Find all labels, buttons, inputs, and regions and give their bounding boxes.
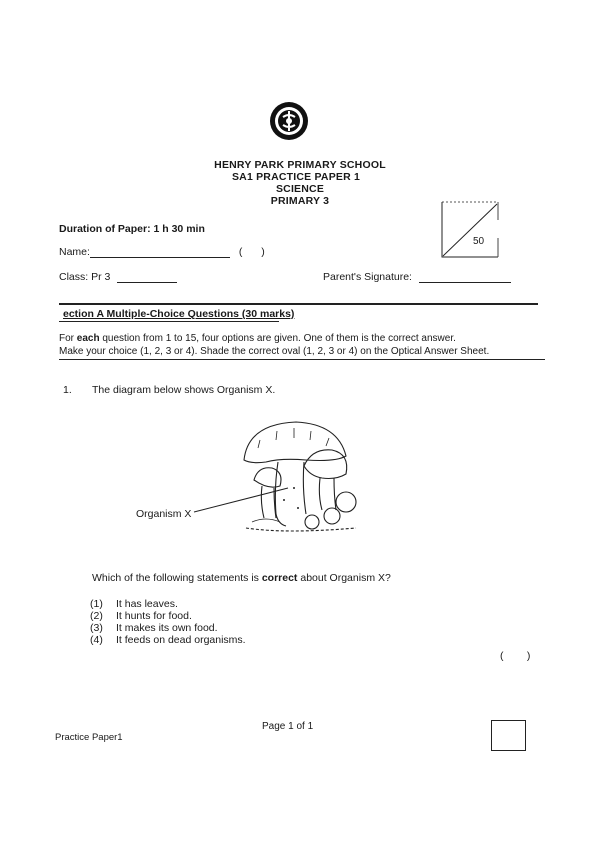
prompt-pre: Which of the following statements is <box>92 572 262 584</box>
instruction-1-bold: each <box>76 333 100 344</box>
option-2-text: It hunts for food. <box>116 610 192 622</box>
name-field[interactable] <box>90 246 230 258</box>
question-text: The diagram below shows Organism X. <box>92 384 276 396</box>
crest-icon <box>269 101 309 141</box>
option-1 <box>90 598 178 610</box>
instruction-rule <box>59 359 545 360</box>
mushroom-diagram <box>186 418 366 538</box>
instruction-1-post: question from 1 to 15, four options are given. One of them is the correct answer. <box>99 333 456 344</box>
option-1-number: (1) <box>90 598 103 610</box>
option-3 <box>90 622 218 634</box>
parent-signature-label: Parent's Signature: <box>323 271 412 283</box>
parent-row <box>323 271 511 283</box>
paper-name: Practice Paper1 <box>55 732 123 743</box>
level-title: PRIMARY 3 <box>270 195 330 207</box>
diagram-label: Organism X <box>136 508 192 520</box>
section-title: ection A Multiple-Choice Questions (30 marks) <box>63 308 295 320</box>
option-4-text: It feeds on dead organisms. <box>116 634 246 646</box>
instruction-1-pre: For <box>59 333 77 344</box>
name-label: Name: <box>59 246 90 258</box>
parent-signature-field[interactable] <box>419 271 511 283</box>
option-3-number: (3) <box>90 622 103 634</box>
instruction-line-1 <box>59 333 456 344</box>
page-number: Page 1 of 1 <box>262 721 314 732</box>
marks-box <box>441 200 499 258</box>
paper-title: SA1 PRACTICE PAPER 1 <box>231 171 361 183</box>
class-field[interactable] <box>117 271 177 283</box>
instruction-line-2: Make your choice (1, 2, 3 or 4). Shade the correct oval (1, 2, 3 or 4) on the Optical Answer Sheet. <box>59 346 490 357</box>
score-box <box>491 720 526 751</box>
section-divider <box>59 303 538 305</box>
school-crest <box>269 101 309 141</box>
duration-label: Duration of Paper: 1 h 30 min <box>59 223 205 235</box>
name-paren-open: ( <box>238 246 243 258</box>
subject-title: SCIENCE <box>275 183 325 195</box>
question-number: 1. <box>63 384 72 396</box>
class-row <box>59 271 177 283</box>
mushroom-icon <box>186 418 366 538</box>
name-row <box>59 246 265 258</box>
option-2-number: (2) <box>90 610 103 622</box>
diagram-pointer-line <box>192 486 290 514</box>
question-prompt <box>92 572 391 584</box>
prompt-post: about Organism X? <box>297 572 391 584</box>
total-marks: 50 <box>473 236 485 247</box>
option-2 <box>90 610 192 622</box>
option-4-number: (4) <box>90 634 103 646</box>
school-name: HENRY PARK PRIMARY SCHOOL <box>214 159 386 171</box>
option-1-text: It has leaves. <box>116 598 178 610</box>
option-3-text: It makes its own food. <box>116 622 218 634</box>
section-title-rule <box>59 321 279 322</box>
class-label: Class: Pr 3 <box>59 271 111 283</box>
name-paren-close: ) <box>261 246 265 258</box>
answer-brackets[interactable]: ( ) <box>500 650 531 662</box>
option-4 <box>90 634 246 646</box>
prompt-bold: correct <box>261 572 298 584</box>
